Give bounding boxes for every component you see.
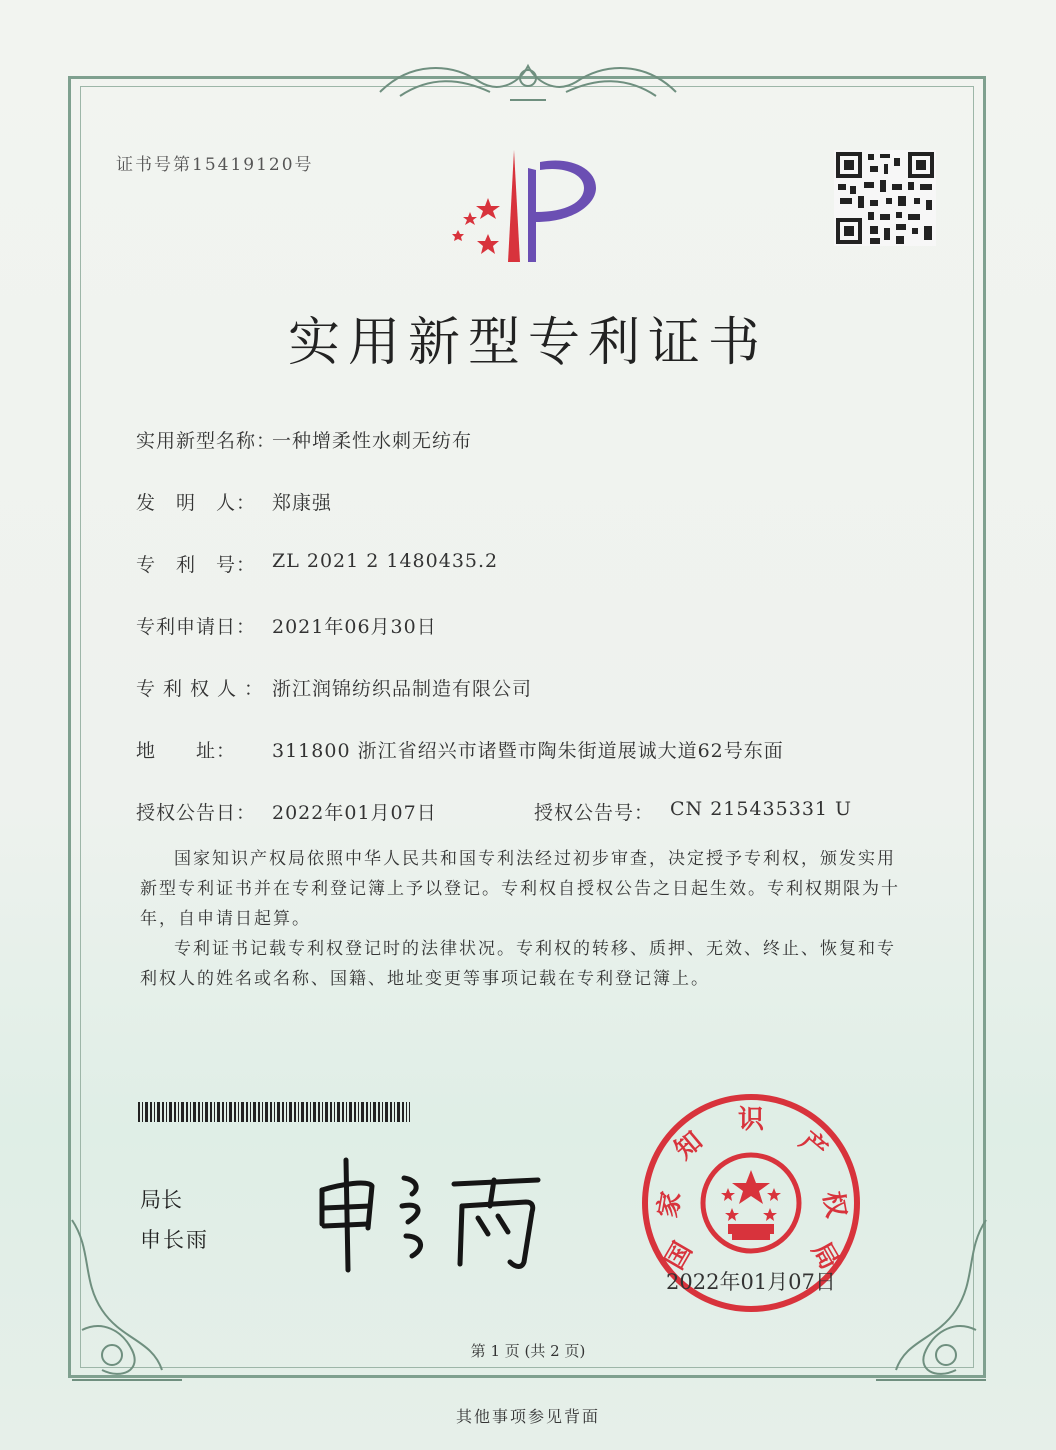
handwritten-signature — [312, 1150, 552, 1274]
statement-line: 专利证书记载专利权登记时的法律状况。专利权的转移、质押、无效、终止、恢复和专 — [174, 939, 896, 959]
patentee-label: 专利权人： — [136, 678, 272, 700]
filing-date-value: 2021年06月30日 — [272, 616, 437, 638]
svg-text:权: 权 — [816, 1189, 851, 1221]
director-title: 局长 — [140, 1188, 182, 1212]
address-value: 311800 浙江省绍兴市诸暨市陶朱街道展诚大道62号东面 — [272, 740, 784, 762]
inventor-label: 发 明 人： — [136, 492, 257, 514]
qr-code-icon — [834, 150, 936, 246]
barcode-icon — [138, 1102, 410, 1122]
svg-text:家: 家 — [653, 1189, 688, 1221]
patent-number-value: ZL 2021 2 1480435.2 — [272, 550, 499, 572]
svg-text:局: 局 — [805, 1237, 845, 1275]
certificate-number: 证书号第15419120号 — [116, 155, 314, 175]
statement-line: 国家知识产权局依照中华人民共和国专利法经过初步审查，决定授予专利权，颁发实用 — [174, 849, 896, 869]
svg-text:识: 识 — [737, 1105, 765, 1135]
patent-office-logo-icon — [444, 148, 604, 268]
bottom-right-ornament — [866, 1210, 996, 1390]
statement-paragraph-1 — [140, 844, 940, 934]
grant-date-label: 授权公告日： — [136, 802, 257, 824]
svg-text:国: 国 — [659, 1237, 699, 1275]
top-ornament — [370, 52, 686, 108]
page-number: 第 1 页 (共 2 页) — [470, 1342, 586, 1360]
grant-number-label: 授权公告号： — [534, 802, 655, 824]
statement-line: 新型专利证书并在专利登记簿上予以登记。专利权自授权公告之日起生效。专利权期限为十 — [140, 879, 900, 899]
filing-date-label: 专利申请日： — [136, 616, 257, 638]
statement-paragraph-2 — [140, 934, 940, 994]
certificate-title: 实用新型专利证书 — [287, 313, 768, 373]
inventor-value: 郑康强 — [272, 492, 333, 514]
address-label: 地 址： — [136, 740, 237, 762]
patent-number-label: 专 利 号： — [136, 554, 257, 576]
statement-line: 年，自申请日起算。 — [140, 909, 311, 929]
svg-text:知: 知 — [669, 1126, 709, 1166]
seal-date: 2022年01月07日 — [666, 1270, 836, 1294]
director-name: 申长雨 — [140, 1228, 209, 1252]
state-emblem-icon — [703, 1155, 799, 1251]
utility-model-name-value: 一种增柔性水刺无纺布 — [272, 430, 473, 452]
statement-line: 利权人的姓名或名称、国籍、地址变更等事项记载在专利登记簿上。 — [140, 969, 710, 989]
grant-number-value: CN 215435331 U — [670, 798, 853, 820]
patentee-value: 浙江润锦纺织品制造有限公司 — [272, 678, 533, 700]
utility-model-name-label: 实用新型名称： — [136, 430, 277, 452]
grant-date-value: 2022年01月07日 — [272, 802, 437, 824]
svg-text:产: 产 — [793, 1126, 833, 1166]
back-note: 其他事项参见背面 — [455, 1407, 600, 1426]
